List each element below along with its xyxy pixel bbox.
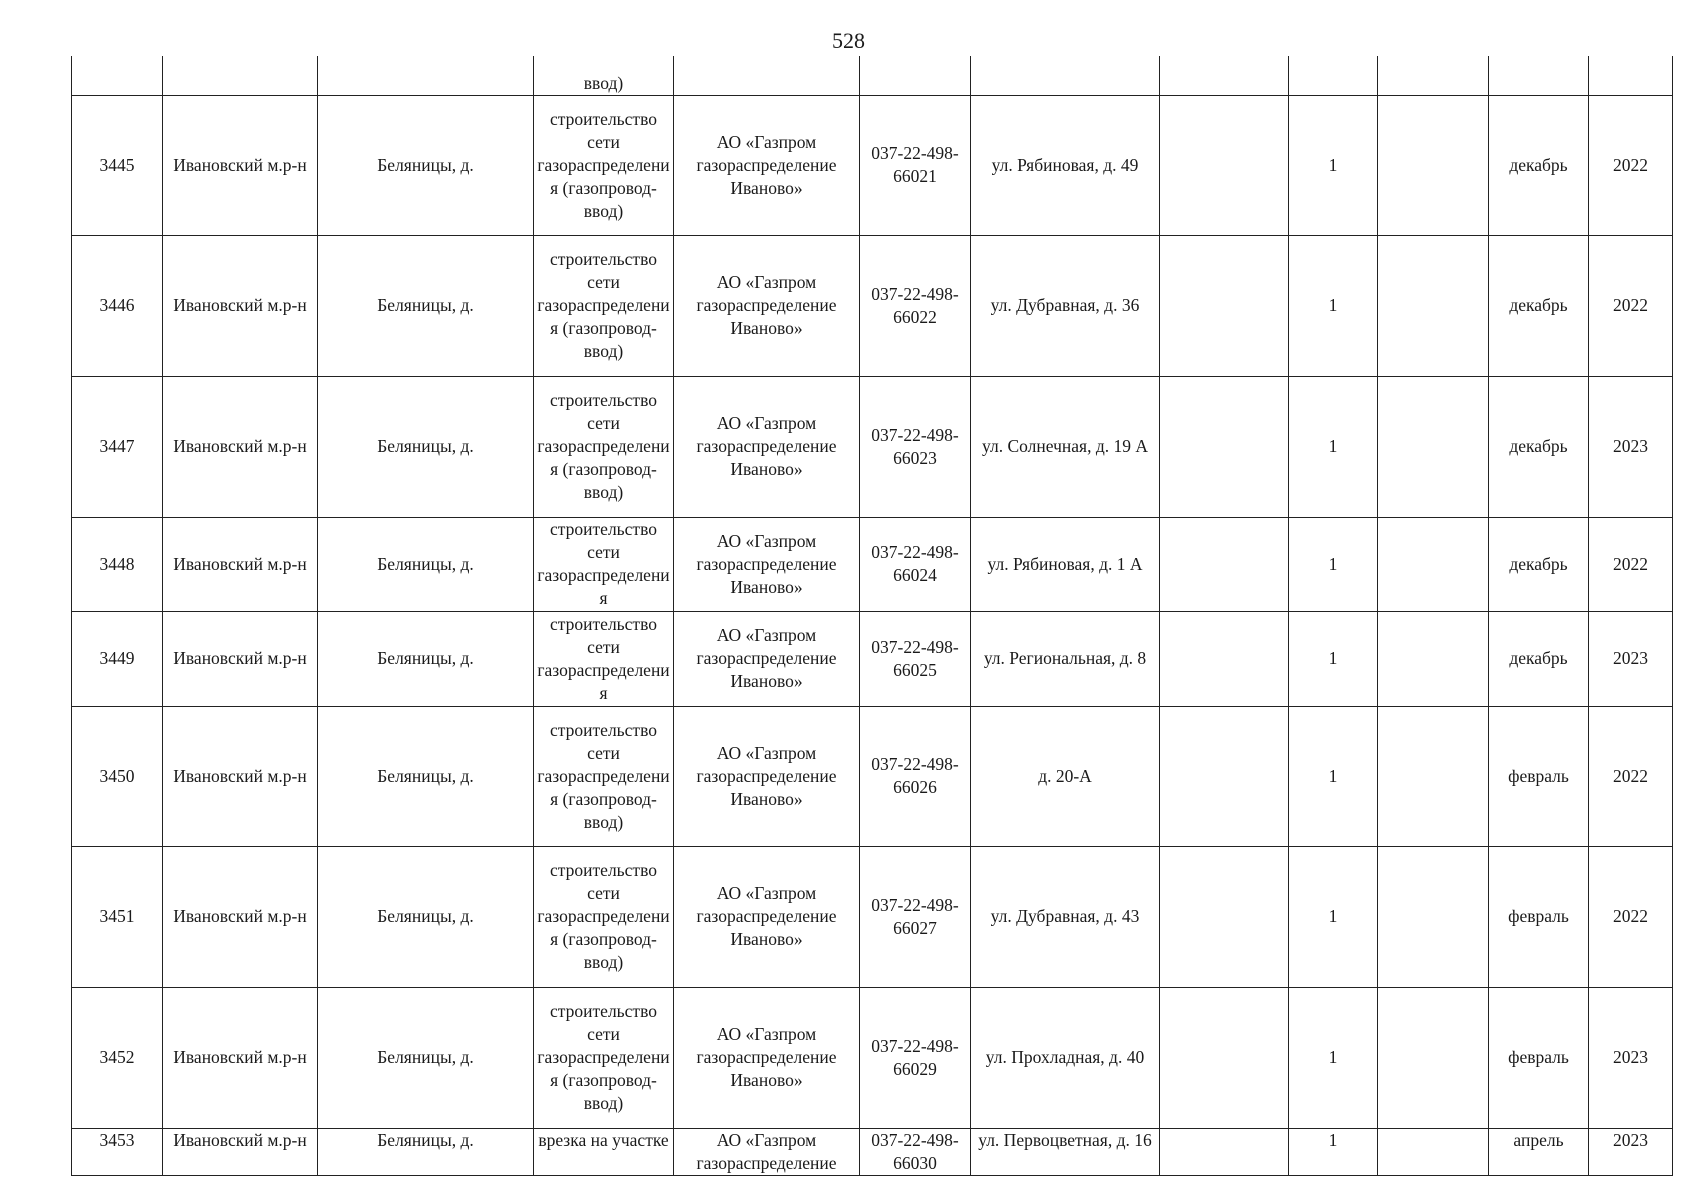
cell-num: 3450 [72,706,163,846]
cell-num: 3449 [72,611,163,706]
cell-num: 3452 [72,987,163,1128]
cell-empty-8 [1160,235,1289,376]
cell-code: 037-22-498-66025 [860,611,971,706]
cell-count: 1 [1289,1128,1378,1175]
cell-address: ул. Первоцветная, д. 16 [971,1128,1160,1175]
cell-empty-10 [1378,706,1489,846]
cell-org: АО «Газпром газораспределение Иваново» [674,517,860,611]
cell-code: 037-22-498-66022 [860,235,971,376]
cell-district: Ивановский м.р-н [163,846,318,987]
cell-year: 2023 [1589,611,1673,706]
cell-empty-8 [1160,706,1289,846]
table-row [72,987,1673,1128]
cell-empty-10 [1378,376,1489,517]
cell-locality: Беляницы, д. [318,1128,534,1175]
cell-empty-10 [1378,56,1489,95]
cell-address: ул. Рябиновая, д. 49 [971,95,1160,235]
cell-empty-10 [1378,846,1489,987]
cell-org: АО «Газпром газораспределение Иваново» [674,376,860,517]
cell-count: 1 [1289,846,1378,987]
cell-count: 1 [1289,611,1378,706]
cell-org: АО «Газпром газораспределение Иваново» [674,95,860,235]
table-row [72,517,1673,611]
table-row [72,611,1673,706]
cell-code: 037-22-498-66030 [860,1128,971,1175]
cell-address: ул. Дубравная, д. 36 [971,235,1160,376]
cell-empty-10 [1378,95,1489,235]
cell-num: 3445 [72,95,163,235]
cell-district: Ивановский м.р-н [163,611,318,706]
cell-district: Ивановский м.р-н [163,376,318,517]
cell-code: 037-22-498-66029 [860,987,971,1128]
table-row [72,846,1673,987]
cell-org: АО «Газпром газораспределение Иваново» [674,706,860,846]
cell-month: декабрь [1489,95,1589,235]
cell-code [860,56,971,95]
cell-work: строительство сети газораспределения (газопровод-ввод) [534,706,674,846]
cell-work: строительство сети газораспределения (газопровод-ввод) [534,235,674,376]
register-table [71,56,1673,1176]
cell-org: АО «Газпром газораспределение [674,1128,860,1175]
cell-work: строительство сети газораспределения [534,517,674,611]
table-row [72,1128,1673,1175]
table-row [72,706,1673,846]
cell-empty-8 [1160,95,1289,235]
cell-num: 3448 [72,517,163,611]
cell-district [163,56,318,95]
cell-org [674,56,860,95]
cell-year: 2023 [1589,987,1673,1128]
cell-empty-8 [1160,611,1289,706]
cell-locality: Беляницы, д. [318,846,534,987]
cell-district: Ивановский м.р-н [163,987,318,1128]
cell-month: февраль [1489,987,1589,1128]
cell-year: 2022 [1589,95,1673,235]
cell-empty-8 [1160,987,1289,1128]
cell-count: 1 [1289,517,1378,611]
cell-empty-10 [1378,987,1489,1128]
cell-locality: Беляницы, д. [318,376,534,517]
cell-count: 1 [1289,235,1378,376]
cell-month: декабрь [1489,611,1589,706]
cell-count: 1 [1289,987,1378,1128]
cell-address [971,56,1160,95]
cell-empty-10 [1378,517,1489,611]
cell-locality: Беляницы, д. [318,235,534,376]
cell-empty-10 [1378,235,1489,376]
cell-count: 1 [1289,706,1378,846]
cell-num: 3446 [72,235,163,376]
cell-code: 037-22-498-66024 [860,517,971,611]
cell-locality: Беляницы, д. [318,95,534,235]
cell-locality: Беляницы, д. [318,517,534,611]
cell-empty-8 [1160,846,1289,987]
cell-locality: Беляницы, д. [318,706,534,846]
cell-address: ул. Региональная, д. 8 [971,611,1160,706]
cell-locality [318,56,534,95]
cell-num [72,56,163,95]
cell-code: 037-22-498-66027 [860,846,971,987]
cell-code: 037-22-498-66023 [860,376,971,517]
cell-org: АО «Газпром газораспределение Иваново» [674,235,860,376]
cell-empty-8 [1160,1128,1289,1175]
cell-month: февраль [1489,706,1589,846]
cell-district: Ивановский м.р-н [163,517,318,611]
cell-work: врезка на участке [534,1128,674,1175]
cell-year: 2022 [1589,235,1673,376]
cell-code: 037-22-498-66021 [860,95,971,235]
cell-address: ул. Прохладная, д. 40 [971,987,1160,1128]
cell-empty-10 [1378,611,1489,706]
cell-year: 2022 [1589,846,1673,987]
cell-empty-8 [1160,517,1289,611]
cell-year: 2022 [1589,517,1673,611]
cell-num: 3453 [72,1128,163,1175]
table-row-continuation [72,56,1673,95]
cell-empty-8 [1160,376,1289,517]
cell-org: АО «Газпром газораспределение Иваново» [674,846,860,987]
cell-address: ул. Солнечная, д. 19 А [971,376,1160,517]
cell-district: Ивановский м.р-н [163,95,318,235]
cell-address: ул. Рябиновая, д. 1 А [971,517,1160,611]
cell-work: ввод) [534,56,674,95]
table-row [72,95,1673,235]
cell-org: АО «Газпром газораспределение Иваново» [674,987,860,1128]
cell-empty-10 [1378,1128,1489,1175]
cell-address: д. 20-А [971,706,1160,846]
cell-empty-8 [1160,56,1289,95]
cell-work: строительство сети газораспределения (газопровод-ввод) [534,376,674,517]
cell-work: строительство сети газораспределения (газопровод-ввод) [534,95,674,235]
cell-month: декабрь [1489,235,1589,376]
cell-work: строительство сети газораспределения (газопровод-ввод) [534,987,674,1128]
cell-org: АО «Газпром газораспределение Иваново» [674,611,860,706]
cell-num: 3451 [72,846,163,987]
cell-district: Ивановский м.р-н [163,235,318,376]
table-row [72,376,1673,517]
cell-year: 2023 [1589,1128,1673,1175]
cell-year: 2023 [1589,376,1673,517]
cell-district: Ивановский м.р-н [163,1128,318,1175]
cell-month: декабрь [1489,376,1589,517]
cell-address: ул. Дубравная, д. 43 [971,846,1160,987]
cell-work: строительство сети газораспределения [534,611,674,706]
cell-month: апрель [1489,1128,1589,1175]
table-body [72,56,1673,1175]
cell-work: строительство сети газораспределения (газопровод-ввод) [534,846,674,987]
cell-year [1589,56,1673,95]
cell-year: 2022 [1589,706,1673,846]
cell-month [1489,56,1589,95]
cell-num: 3447 [72,376,163,517]
cell-count: 1 [1289,376,1378,517]
cell-count: 1 [1289,95,1378,235]
cell-locality: Беляницы, д. [318,987,534,1128]
cell-locality: Беляницы, д. [318,611,534,706]
cell-code: 037-22-498-66026 [860,706,971,846]
page-number: 528 [832,28,865,53]
cell-count [1289,56,1378,95]
table-row [72,235,1673,376]
cell-month: февраль [1489,846,1589,987]
cell-district: Ивановский м.р-н [163,706,318,846]
cell-month: декабрь [1489,517,1589,611]
